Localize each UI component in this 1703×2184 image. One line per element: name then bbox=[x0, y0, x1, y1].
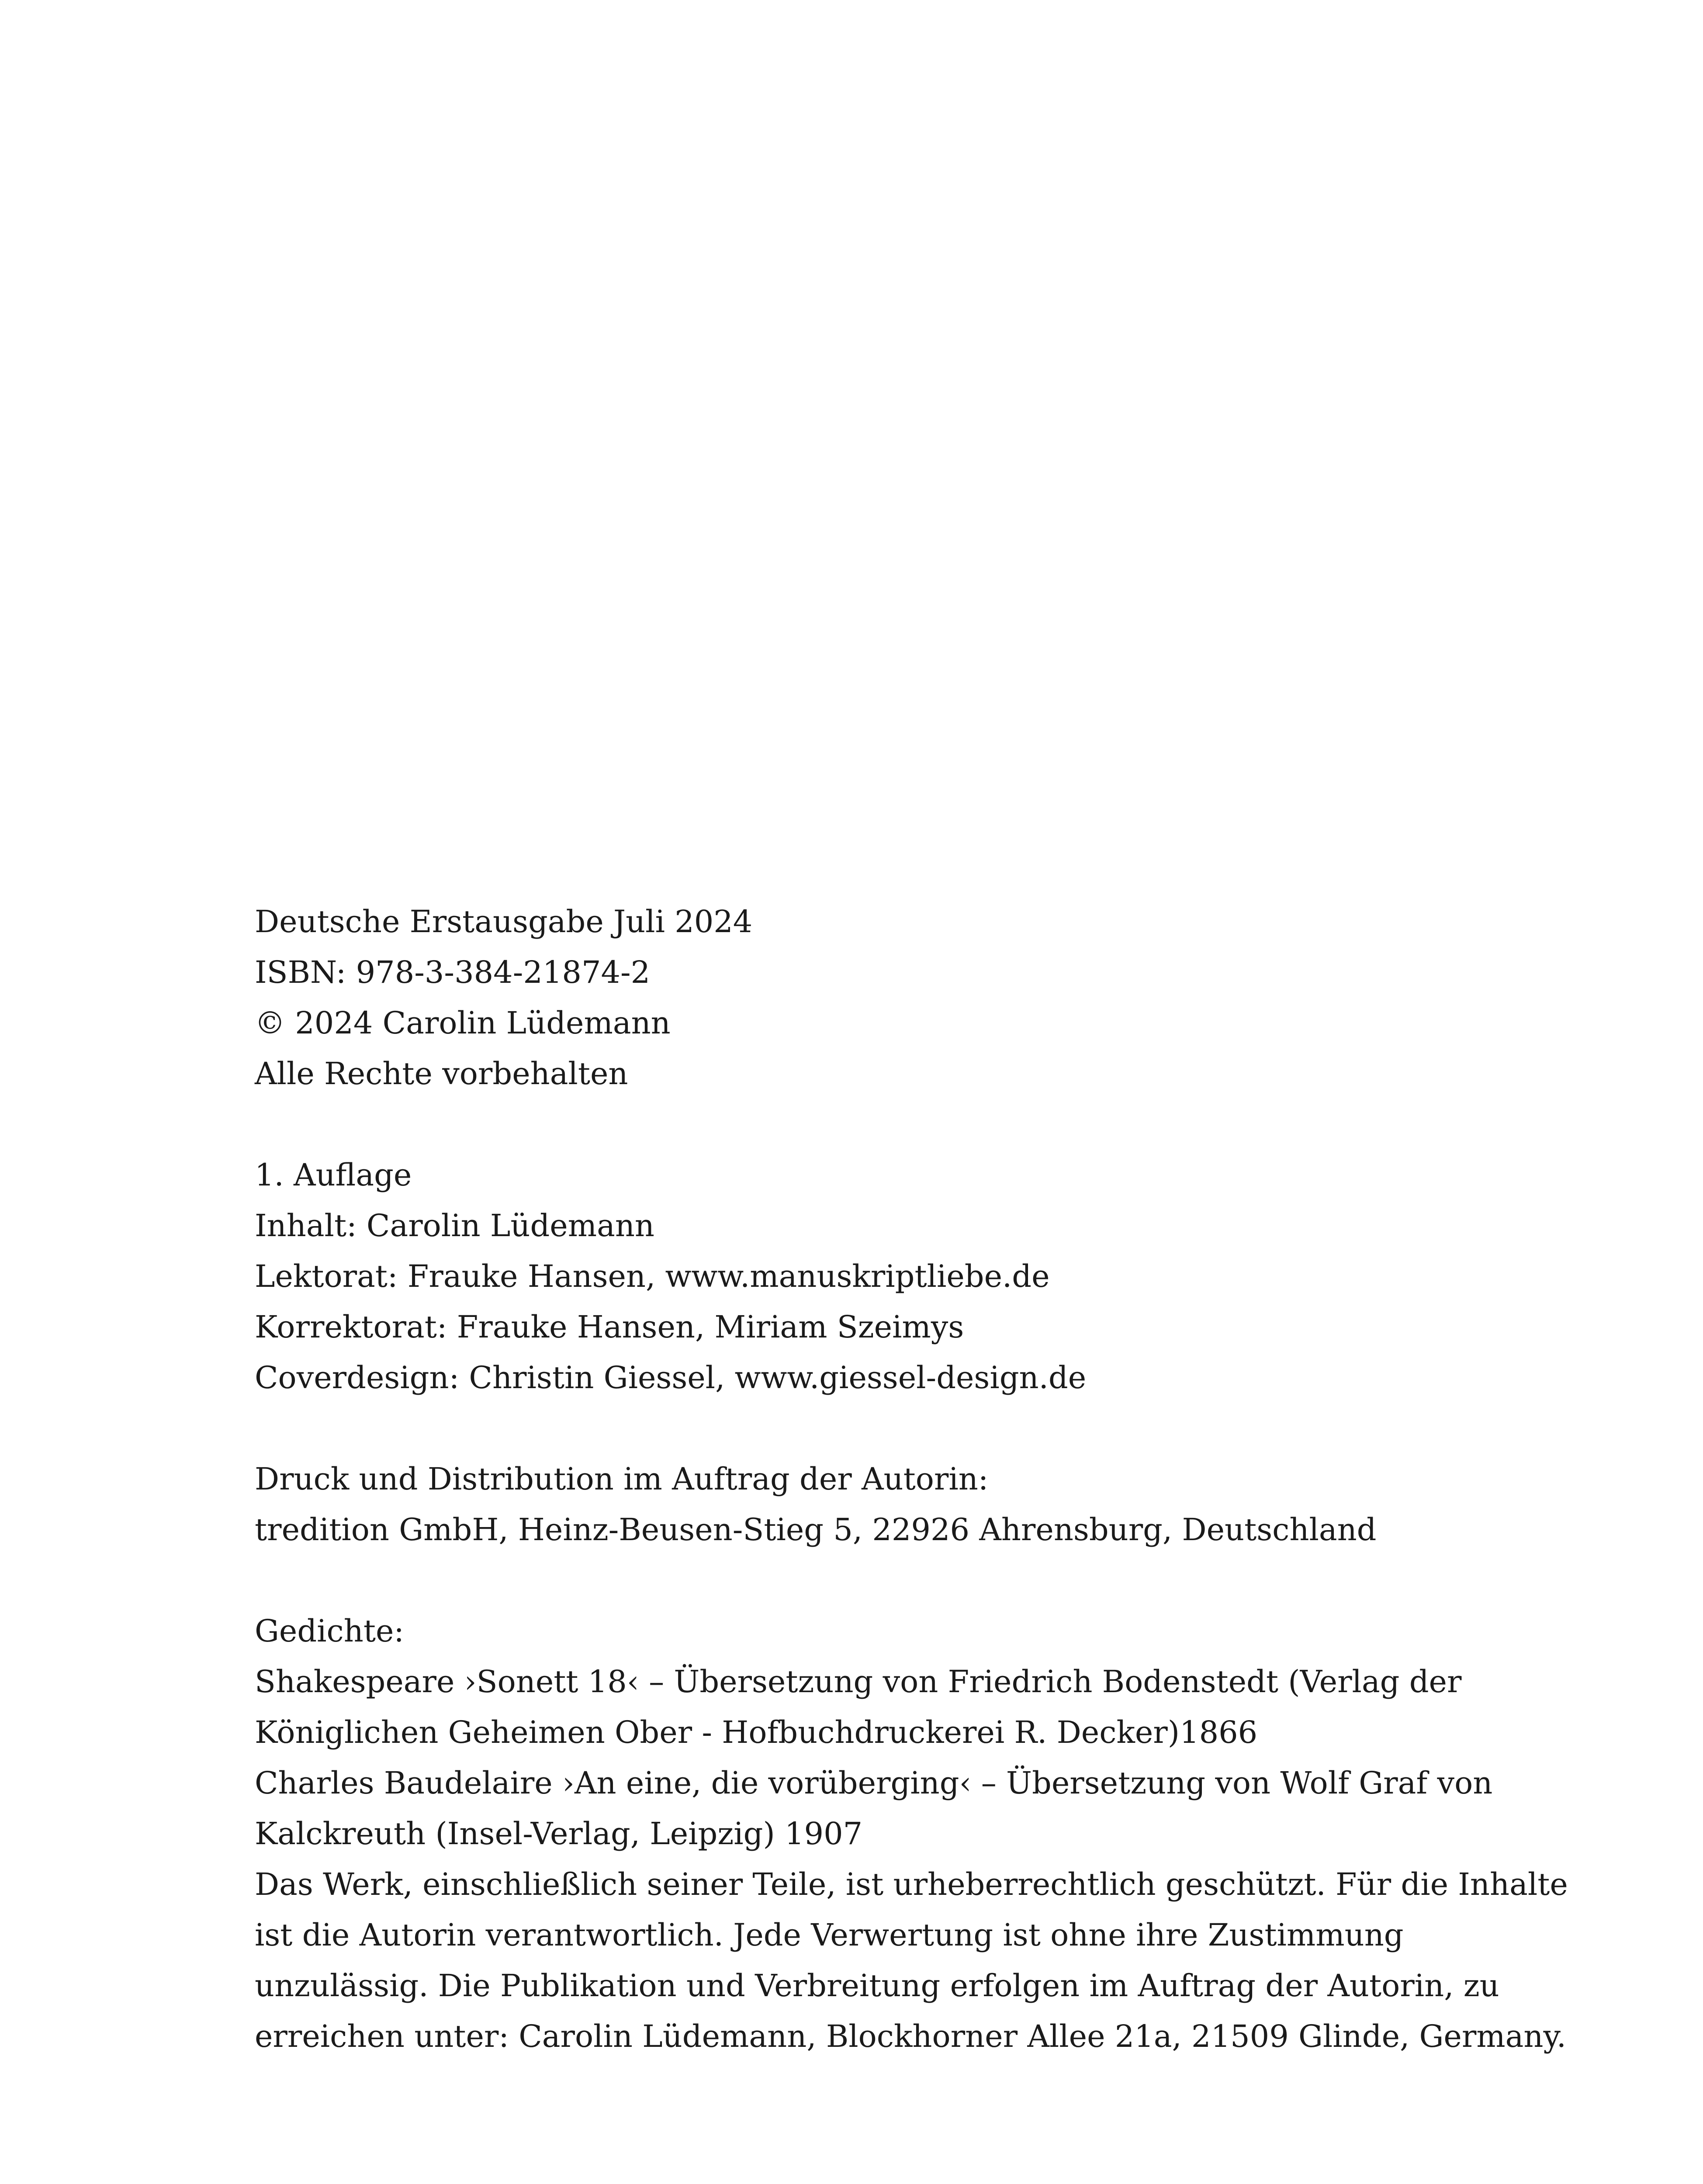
edition-block bbox=[255, 896, 1478, 1099]
copyright-line: © 2024 Carolin Lüdemann bbox=[255, 1005, 671, 1041]
poem-credit-line: Shakespeare ›Sonett 18‹ – Übersetzung von Friedrich Bodenstedt (Verlag der bbox=[255, 1664, 1462, 1700]
editor-credit: Lektorat: Frauke Hansen, www.manuskriptliebe.de bbox=[255, 1258, 1050, 1294]
rights-line: Alle Rechte vorbehalten bbox=[255, 1056, 628, 1092]
isbn-line: ISBN: 978-3-384-21874-2 bbox=[255, 954, 651, 990]
legal-notice-line: erreichen unter: Carolin Lüdemann, Blockhorner Allee 21a, 21509 Glinde, Germany. bbox=[255, 2018, 1567, 2054]
distribution-block bbox=[255, 1454, 1478, 1555]
printing-line: 1. Auflage bbox=[255, 1157, 412, 1193]
poems-heading: Gedichte: bbox=[255, 1613, 404, 1649]
legal-notice-line: Das Werk, einschließlich seiner Teile, ist urheberrechtlich geschützt. Für die Inhalte bbox=[255, 1866, 1568, 1902]
content-credit: Inhalt: Carolin Lüdemann bbox=[255, 1208, 654, 1244]
legal-notice-line: ist die Autorin verantwortlich. Jede Verwertung ist ohne ihre Zustimmung bbox=[255, 1917, 1404, 1953]
cover-design-credit: Coverdesign: Christin Giessel, www.giessel-design.de bbox=[255, 1360, 1087, 1396]
edition-line: Deutsche Erstausgabe Juli 2024 bbox=[255, 904, 753, 940]
publisher-address: tredition GmbH, Heinz-Beusen-Stieg 5, 22926 Ahrensburg, Deutschland bbox=[255, 1512, 1377, 1548]
poems-block bbox=[255, 1606, 1568, 2062]
distribution-heading: Druck und Distribution im Auftrag der Autorin: bbox=[255, 1461, 989, 1497]
imprint-page bbox=[255, 896, 1568, 2112]
legal-notice-line: unzulässig. Die Publikation und Verbreitung erfolgen im Auftrag der Autorin, zu bbox=[255, 1968, 1499, 2004]
proofreading-credit: Korrektorat: Frauke Hansen, Miriam Szeimys bbox=[255, 1309, 964, 1345]
credits-block bbox=[255, 1150, 1478, 1403]
poem-credit-line: Charles Baudelaire ›An eine, die vorüberging‹ – Übersetzung von Wolf Graf von bbox=[255, 1765, 1493, 1801]
poem-credit-line: Kalckreuth (Insel-Verlag, Leipzig) 1907 bbox=[255, 1816, 863, 1852]
poem-credit-line: Königlichen Geheimen Ober - Hofbuchdruckerei R. Decker)1866 bbox=[255, 1714, 1258, 1750]
